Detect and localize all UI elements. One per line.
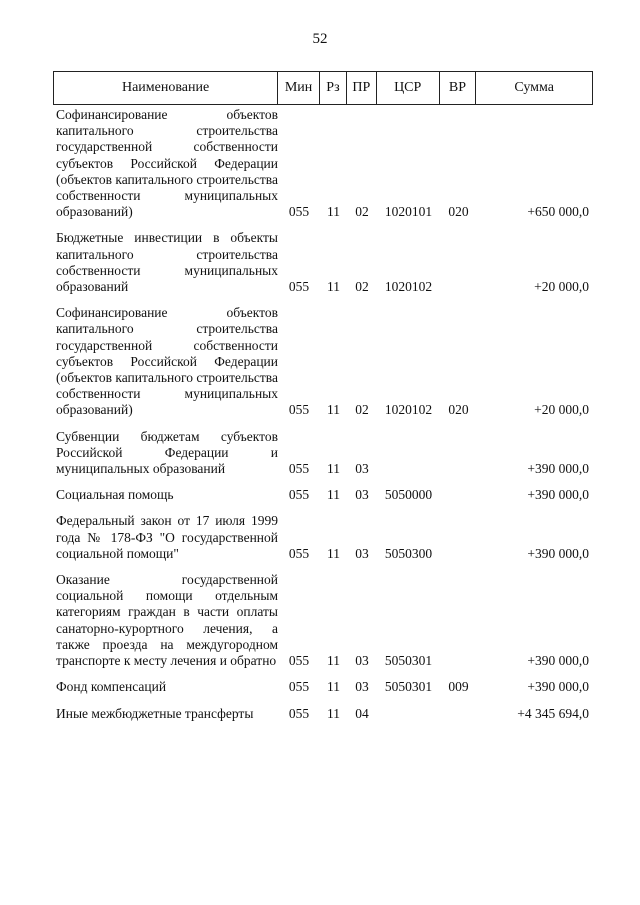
row-name: Федеральный закон от 17 июля 1999 года № 178-ФЗ "О государственной социальной помощи"	[56, 513, 278, 561]
row-sum: +390 000,0	[527, 679, 589, 695]
row-pr: 03	[355, 487, 369, 503]
row-min: 055	[288, 545, 310, 561]
table-row	[53, 107, 593, 220]
row-sum: +390 000,0	[527, 653, 589, 669]
row-rz: 11	[327, 279, 340, 295]
header-name: Наименование	[54, 72, 278, 104]
table-row	[53, 679, 593, 695]
header-sum: Сумма	[514, 80, 555, 95]
row-pr: 02	[355, 204, 369, 220]
row-sum: +20 000,0	[534, 279, 589, 295]
row-min: 055	[288, 279, 310, 295]
row-name: Оказание государственной социальной помощи отдельным категориям граждан в части оплаты санаторно-курортного лечения, а также проезда на междугородном транспорте к месту лечения и обратно	[56, 572, 278, 669]
row-pr: 03	[355, 679, 369, 695]
table-header	[53, 71, 593, 105]
row-min: 055	[288, 653, 310, 669]
row-pr: 03	[355, 461, 369, 477]
row-name: Иные межбюджетные трансферты	[56, 705, 254, 721]
row-csr: 1020102	[384, 279, 433, 295]
row-pr: 02	[355, 402, 369, 418]
row-csr: 5050000	[384, 487, 433, 503]
table-row	[53, 230, 593, 295]
row-name: Субвенции бюджетам субъектов Российской Федерации и муниципальных образований	[56, 428, 278, 477]
row-rz: 11	[327, 545, 340, 561]
row-name: Софинансирование объектов капитального строительства государственной собственности субъектов Российской Федерации (объектов капитального строительства собственности муниципальных образований)	[56, 305, 278, 418]
row-sum: +390 000,0	[527, 545, 589, 561]
row-csr: 5050300	[384, 545, 433, 561]
row-min: 055	[288, 461, 310, 477]
row-sum: +390 000,0	[527, 487, 589, 503]
row-pr: 03	[355, 653, 369, 669]
row-rz: 11	[327, 402, 340, 418]
table-row	[53, 513, 593, 562]
row-sum: +20 000,0	[534, 402, 589, 418]
row-vr: 009	[448, 679, 469, 695]
row-rz: 11	[327, 653, 340, 669]
row-pr: 03	[355, 545, 369, 561]
row-rz: 11	[327, 705, 340, 721]
header-csr: ЦСР	[377, 72, 440, 104]
table-row	[53, 305, 593, 418]
row-csr: 1020102	[384, 402, 433, 418]
row-sum: +650 000,0	[527, 204, 589, 220]
row-rz: 11	[327, 204, 340, 220]
row-csr: 1020101	[384, 204, 433, 220]
row-pr: 02	[355, 279, 369, 295]
table-row	[53, 429, 593, 478]
row-vr: 020	[448, 204, 469, 220]
header-min: Мин	[278, 72, 320, 104]
table-body	[53, 107, 593, 732]
row-name: Софинансирование объектов капитального строительства государственной собственности субъектов Российской Федерации (объектов капитального строительства собственности муниципальных образований)	[56, 107, 278, 220]
row-min: 055	[288, 402, 310, 418]
row-sum: +4 345 694,0	[517, 705, 589, 721]
row-vr: 020	[448, 402, 469, 418]
table-row	[53, 706, 593, 722]
row-name: Социальная помощь	[56, 487, 174, 503]
row-min: 055	[288, 705, 310, 721]
row-csr: 5050301	[384, 679, 433, 695]
table-row	[53, 572, 593, 669]
row-min: 055	[288, 679, 310, 695]
row-rz: 11	[327, 487, 340, 503]
table-row	[53, 487, 593, 503]
row-name: Бюджетные инвестиции в объекты капитального строительства собственности муниципальных образований	[56, 230, 278, 295]
row-csr: 5050301	[384, 653, 433, 669]
row-pr: 04	[355, 705, 369, 721]
row-sum: +390 000,0	[527, 461, 589, 477]
row-min: 055	[288, 204, 310, 220]
header-pr: ПР	[347, 72, 377, 104]
header-rz: Рз	[320, 72, 347, 104]
row-rz: 11	[327, 679, 340, 695]
row-rz: 11	[327, 461, 340, 477]
page-number: 52	[312, 31, 328, 47]
header-vr: ВР	[440, 72, 477, 104]
row-min: 055	[288, 487, 310, 503]
row-name: Фонд компенсаций	[56, 679, 167, 695]
